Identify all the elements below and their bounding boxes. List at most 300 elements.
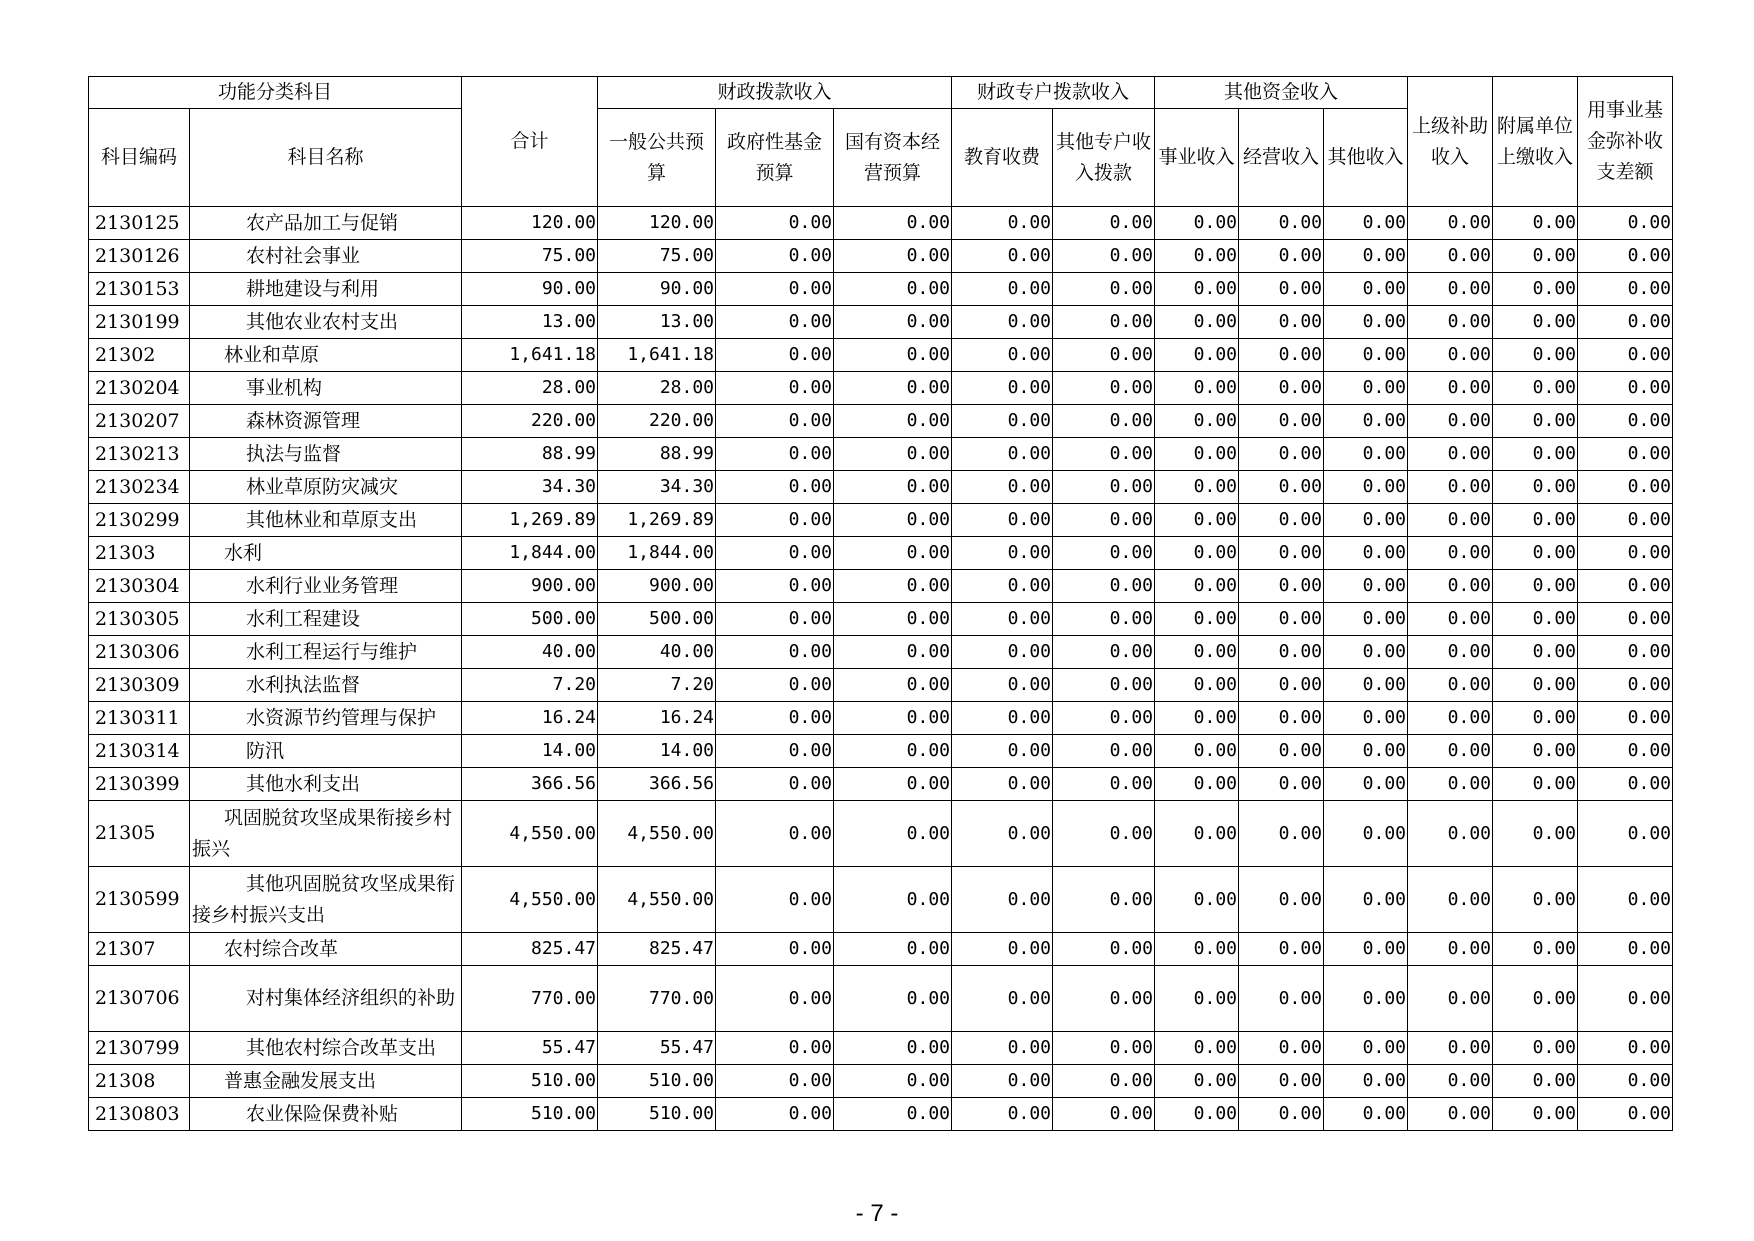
- business-cell: 0.00: [1155, 339, 1239, 372]
- operating-cell: 0.00: [1239, 405, 1324, 438]
- other-income-cell: 0.00: [1324, 1098, 1408, 1131]
- table-row: [89, 438, 1673, 471]
- other-special-cell: 0.00: [1053, 768, 1155, 801]
- table-row: [89, 504, 1673, 537]
- table-row: [89, 801, 1673, 867]
- table-row: [89, 273, 1673, 306]
- table-row: [89, 636, 1673, 669]
- total-cell: 220.00: [462, 405, 598, 438]
- fund-offset-cell: 0.00: [1578, 504, 1673, 537]
- other-income-cell: 0.00: [1324, 702, 1408, 735]
- business-cell: 0.00: [1155, 504, 1239, 537]
- header-name: 科目名称: [190, 109, 462, 207]
- general-budget-cell: 7.20: [598, 669, 716, 702]
- operating-cell: 0.00: [1239, 933, 1324, 966]
- operating-cell: 0.00: [1239, 966, 1324, 1032]
- other-special-cell: 0.00: [1053, 240, 1155, 273]
- govfund-cell: 0.00: [716, 240, 834, 273]
- table-row: [89, 339, 1673, 372]
- superior-cell: 0.00: [1408, 372, 1493, 405]
- affiliated-cell: 0.00: [1493, 504, 1578, 537]
- general-budget-cell: 1,641.18: [598, 339, 716, 372]
- other-income-cell: 0.00: [1324, 801, 1408, 867]
- edu-cell: 0.00: [952, 504, 1053, 537]
- affiliated-cell: 0.00: [1493, 636, 1578, 669]
- header-other-income: 其他收入: [1324, 109, 1408, 207]
- total-cell: 825.47: [462, 933, 598, 966]
- affiliated-cell: 0.00: [1493, 537, 1578, 570]
- affiliated-cell: 0.00: [1493, 867, 1578, 933]
- other-special-cell: 0.00: [1053, 405, 1155, 438]
- header-fiscal-allocation: 财政拨款收入: [598, 77, 952, 109]
- business-cell: 0.00: [1155, 801, 1239, 867]
- table-row: [89, 669, 1673, 702]
- total-cell: 55.47: [462, 1032, 598, 1065]
- edu-cell: 0.00: [952, 933, 1053, 966]
- operating-cell: 0.00: [1239, 702, 1324, 735]
- total-cell: 1,641.18: [462, 339, 598, 372]
- header-superior-subsidy: 上级补助收入: [1408, 77, 1493, 207]
- superior-cell: 0.00: [1408, 504, 1493, 537]
- fund-offset-cell: 0.00: [1578, 537, 1673, 570]
- other-special-cell: 0.00: [1053, 504, 1155, 537]
- subject-name-cell: 执法与监督: [190, 438, 462, 471]
- table-row: [89, 306, 1673, 339]
- superior-cell: 0.00: [1408, 636, 1493, 669]
- subject-code-cell: 2130125: [89, 207, 190, 240]
- general-budget-cell: 900.00: [598, 570, 716, 603]
- edu-cell: 0.00: [952, 1032, 1053, 1065]
- edu-cell: 0.00: [952, 1065, 1053, 1098]
- total-cell: 14.00: [462, 735, 598, 768]
- edu-cell: 0.00: [952, 1098, 1053, 1131]
- edu-cell: 0.00: [952, 339, 1053, 372]
- fund-offset-cell: 0.00: [1578, 1032, 1673, 1065]
- general-budget-cell: 90.00: [598, 273, 716, 306]
- header-code: 科目编码: [89, 109, 190, 207]
- table-row: [89, 768, 1673, 801]
- other-income-cell: 0.00: [1324, 438, 1408, 471]
- superior-cell: 0.00: [1408, 768, 1493, 801]
- fund-offset-cell: 0.00: [1578, 306, 1673, 339]
- fund-offset-cell: 0.00: [1578, 636, 1673, 669]
- subject-code-cell: 2130305: [89, 603, 190, 636]
- general-budget-cell: 16.24: [598, 702, 716, 735]
- total-cell: 770.00: [462, 966, 598, 1032]
- edu-cell: 0.00: [952, 438, 1053, 471]
- affiliated-cell: 0.00: [1493, 1032, 1578, 1065]
- table-row: [89, 1032, 1673, 1065]
- subject-code-cell: 2130207: [89, 405, 190, 438]
- business-cell: 0.00: [1155, 273, 1239, 306]
- total-cell: 7.20: [462, 669, 598, 702]
- general-budget-cell: 825.47: [598, 933, 716, 966]
- govfund-cell: 0.00: [716, 801, 834, 867]
- subject-name-cell: 林业草原防灾减灾: [190, 471, 462, 504]
- superior-cell: 0.00: [1408, 471, 1493, 504]
- subject-code-cell: 21308: [89, 1065, 190, 1098]
- subject-name-cell: 水利行业业务管理: [190, 570, 462, 603]
- affiliated-cell: 0.00: [1493, 702, 1578, 735]
- operating-cell: 0.00: [1239, 537, 1324, 570]
- superior-cell: 0.00: [1408, 537, 1493, 570]
- superior-cell: 0.00: [1408, 207, 1493, 240]
- subject-code-cell: 2130304: [89, 570, 190, 603]
- business-cell: 0.00: [1155, 438, 1239, 471]
- total-cell: 900.00: [462, 570, 598, 603]
- operating-cell: 0.00: [1239, 1065, 1324, 1098]
- edu-cell: 0.00: [952, 471, 1053, 504]
- subject-name-cell: 林业和草原: [190, 339, 462, 372]
- govfund-cell: 0.00: [716, 537, 834, 570]
- header-other-funds: 其他资金收入: [1155, 77, 1408, 109]
- edu-cell: 0.00: [952, 240, 1053, 273]
- business-cell: 0.00: [1155, 471, 1239, 504]
- superior-cell: 0.00: [1408, 273, 1493, 306]
- total-cell: 88.99: [462, 438, 598, 471]
- business-cell: 0.00: [1155, 372, 1239, 405]
- total-cell: 4,550.00: [462, 801, 598, 867]
- subject-code-cell: 2130706: [89, 966, 190, 1032]
- superior-cell: 0.00: [1408, 702, 1493, 735]
- govfund-cell: 0.00: [716, 405, 834, 438]
- affiliated-cell: 0.00: [1493, 306, 1578, 339]
- soe-cell: 0.00: [834, 273, 952, 306]
- govfund-cell: 0.00: [716, 636, 834, 669]
- other-special-cell: 0.00: [1053, 801, 1155, 867]
- other-income-cell: 0.00: [1324, 240, 1408, 273]
- total-cell: 13.00: [462, 306, 598, 339]
- govfund-cell: 0.00: [716, 603, 834, 636]
- operating-cell: 0.00: [1239, 603, 1324, 636]
- operating-cell: 0.00: [1239, 504, 1324, 537]
- operating-cell: 0.00: [1239, 372, 1324, 405]
- subject-name-cell: 防汛: [190, 735, 462, 768]
- table-row: [89, 207, 1673, 240]
- total-cell: 40.00: [462, 636, 598, 669]
- other-special-cell: 0.00: [1053, 669, 1155, 702]
- subject-code-cell: 2130213: [89, 438, 190, 471]
- affiliated-cell: 0.00: [1493, 240, 1578, 273]
- header-fund-offset: 用事业基金弥补收支差额: [1578, 77, 1673, 207]
- general-budget-cell: 13.00: [598, 306, 716, 339]
- other-special-cell: 0.00: [1053, 636, 1155, 669]
- business-cell: 0.00: [1155, 966, 1239, 1032]
- superior-cell: 0.00: [1408, 933, 1493, 966]
- subject-name-cell: 水利工程建设: [190, 603, 462, 636]
- general-budget-cell: 14.00: [598, 735, 716, 768]
- header-functional-category: 功能分类科目: [89, 77, 462, 109]
- fund-offset-cell: 0.00: [1578, 438, 1673, 471]
- soe-cell: 0.00: [834, 240, 952, 273]
- govfund-cell: 0.00: [716, 273, 834, 306]
- subject-code-cell: 2130399: [89, 768, 190, 801]
- total-cell: 34.30: [462, 471, 598, 504]
- operating-cell: 0.00: [1239, 1098, 1324, 1131]
- general-budget-cell: 55.47: [598, 1032, 716, 1065]
- other-income-cell: 0.00: [1324, 966, 1408, 1032]
- superior-cell: 0.00: [1408, 735, 1493, 768]
- table-row: [89, 867, 1673, 933]
- other-special-cell: 0.00: [1053, 537, 1155, 570]
- general-budget-cell: 88.99: [598, 438, 716, 471]
- soe-cell: 0.00: [834, 669, 952, 702]
- affiliated-cell: 0.00: [1493, 273, 1578, 306]
- superior-cell: 0.00: [1408, 405, 1493, 438]
- subject-name-cell: 农村社会事业: [190, 240, 462, 273]
- fund-offset-cell: 0.00: [1578, 207, 1673, 240]
- business-cell: 0.00: [1155, 735, 1239, 768]
- other-income-cell: 0.00: [1324, 570, 1408, 603]
- table-row: [89, 1065, 1673, 1098]
- other-special-cell: 0.00: [1053, 438, 1155, 471]
- other-income-cell: 0.00: [1324, 504, 1408, 537]
- fund-offset-cell: 0.00: [1578, 273, 1673, 306]
- edu-cell: 0.00: [952, 405, 1053, 438]
- subject-code-cell: 21302: [89, 339, 190, 372]
- subject-name-cell: 其他农业农村支出: [190, 306, 462, 339]
- subject-name-cell: 事业机构: [190, 372, 462, 405]
- subject-code-cell: 2130803: [89, 1098, 190, 1131]
- fund-offset-cell: 0.00: [1578, 471, 1673, 504]
- other-special-cell: 0.00: [1053, 207, 1155, 240]
- govfund-cell: 0.00: [716, 207, 834, 240]
- business-cell: 0.00: [1155, 636, 1239, 669]
- superior-cell: 0.00: [1408, 570, 1493, 603]
- other-special-cell: 0.00: [1053, 1032, 1155, 1065]
- operating-cell: 0.00: [1239, 669, 1324, 702]
- affiliated-cell: 0.00: [1493, 471, 1578, 504]
- page-number: - 7 -: [855, 1200, 899, 1227]
- other-income-cell: 0.00: [1324, 735, 1408, 768]
- subject-code-cell: 2130311: [89, 702, 190, 735]
- total-cell: 16.24: [462, 702, 598, 735]
- other-income-cell: 0.00: [1324, 669, 1408, 702]
- operating-cell: 0.00: [1239, 867, 1324, 933]
- fund-offset-cell: 0.00: [1578, 603, 1673, 636]
- other-income-cell: 0.00: [1324, 1032, 1408, 1065]
- table-row: [89, 471, 1673, 504]
- general-budget-cell: 510.00: [598, 1098, 716, 1131]
- subject-code-cell: 2130309: [89, 669, 190, 702]
- affiliated-cell: 0.00: [1493, 438, 1578, 471]
- business-cell: 0.00: [1155, 306, 1239, 339]
- other-income-cell: 0.00: [1324, 1065, 1408, 1098]
- affiliated-cell: 0.00: [1493, 768, 1578, 801]
- superior-cell: 0.00: [1408, 240, 1493, 273]
- affiliated-cell: 0.00: [1493, 207, 1578, 240]
- superior-cell: 0.00: [1408, 1032, 1493, 1065]
- other-special-cell: 0.00: [1053, 339, 1155, 372]
- general-budget-cell: 28.00: [598, 372, 716, 405]
- business-cell: 0.00: [1155, 933, 1239, 966]
- other-income-cell: 0.00: [1324, 537, 1408, 570]
- general-budget-cell: 40.00: [598, 636, 716, 669]
- superior-cell: 0.00: [1408, 306, 1493, 339]
- other-income-cell: 0.00: [1324, 306, 1408, 339]
- fund-offset-cell: 0.00: [1578, 801, 1673, 867]
- other-special-cell: 0.00: [1053, 570, 1155, 603]
- subject-code-cell: 2130126: [89, 240, 190, 273]
- other-income-cell: 0.00: [1324, 603, 1408, 636]
- soe-cell: 0.00: [834, 702, 952, 735]
- header-general-budget: 一般公共预算: [598, 109, 716, 207]
- table-row: [89, 702, 1673, 735]
- other-special-cell: 0.00: [1053, 603, 1155, 636]
- soe-cell: 0.00: [834, 1065, 952, 1098]
- table-row: [89, 1098, 1673, 1131]
- fund-offset-cell: 0.00: [1578, 1098, 1673, 1131]
- fund-offset-cell: 0.00: [1578, 735, 1673, 768]
- fund-offset-cell: 0.00: [1578, 570, 1673, 603]
- govfund-cell: 0.00: [716, 933, 834, 966]
- table-row: [89, 603, 1673, 636]
- fund-offset-cell: 0.00: [1578, 966, 1673, 1032]
- govfund-cell: 0.00: [716, 669, 834, 702]
- fund-offset-cell: 0.00: [1578, 372, 1673, 405]
- govfund-cell: 0.00: [716, 339, 834, 372]
- soe-cell: 0.00: [834, 537, 952, 570]
- general-budget-cell: 1,844.00: [598, 537, 716, 570]
- total-cell: 510.00: [462, 1065, 598, 1098]
- superior-cell: 0.00: [1408, 438, 1493, 471]
- subject-name-cell: 其他林业和草原支出: [190, 504, 462, 537]
- header-special-account: 财政专户拨款收入: [952, 77, 1155, 109]
- govfund-cell: 0.00: [716, 702, 834, 735]
- table-body: [89, 207, 1673, 1131]
- govfund-cell: 0.00: [716, 867, 834, 933]
- subject-name-cell: 其他巩固脱贫攻坚成果衔接乡村振兴支出: [190, 867, 462, 933]
- subject-code-cell: 2130306: [89, 636, 190, 669]
- soe-cell: 0.00: [834, 768, 952, 801]
- edu-cell: 0.00: [952, 570, 1053, 603]
- govfund-cell: 0.00: [716, 735, 834, 768]
- general-budget-cell: 500.00: [598, 603, 716, 636]
- soe-cell: 0.00: [834, 1098, 952, 1131]
- header-soe-budget: 国有资本经营预算: [834, 109, 952, 207]
- superior-cell: 0.00: [1408, 966, 1493, 1032]
- affiliated-cell: 0.00: [1493, 1065, 1578, 1098]
- general-budget-cell: 220.00: [598, 405, 716, 438]
- general-budget-cell: 75.00: [598, 240, 716, 273]
- edu-cell: 0.00: [952, 306, 1053, 339]
- govfund-cell: 0.00: [716, 438, 834, 471]
- header-operating-income: 经营收入: [1239, 109, 1324, 207]
- soe-cell: 0.00: [834, 471, 952, 504]
- edu-cell: 0.00: [952, 966, 1053, 1032]
- table-row: [89, 240, 1673, 273]
- business-cell: 0.00: [1155, 603, 1239, 636]
- operating-cell: 0.00: [1239, 273, 1324, 306]
- operating-cell: 0.00: [1239, 801, 1324, 867]
- total-cell: 500.00: [462, 603, 598, 636]
- superior-cell: 0.00: [1408, 1098, 1493, 1131]
- operating-cell: 0.00: [1239, 207, 1324, 240]
- general-budget-cell: 120.00: [598, 207, 716, 240]
- business-cell: 0.00: [1155, 207, 1239, 240]
- other-income-cell: 0.00: [1324, 867, 1408, 933]
- soe-cell: 0.00: [834, 372, 952, 405]
- other-income-cell: 0.00: [1324, 405, 1408, 438]
- fund-offset-cell: 0.00: [1578, 240, 1673, 273]
- soe-cell: 0.00: [834, 933, 952, 966]
- edu-cell: 0.00: [952, 702, 1053, 735]
- subject-code-cell: 21305: [89, 801, 190, 867]
- header-education-fees: 教育收费: [952, 109, 1053, 207]
- soe-cell: 0.00: [834, 504, 952, 537]
- table-row: [89, 735, 1673, 768]
- affiliated-cell: 0.00: [1493, 801, 1578, 867]
- subject-name-cell: 对村集体经济组织的补助: [190, 966, 462, 1032]
- other-special-cell: 0.00: [1053, 966, 1155, 1032]
- edu-cell: 0.00: [952, 735, 1053, 768]
- other-income-cell: 0.00: [1324, 636, 1408, 669]
- general-budget-cell: 4,550.00: [598, 867, 716, 933]
- other-special-cell: 0.00: [1053, 702, 1155, 735]
- superior-cell: 0.00: [1408, 867, 1493, 933]
- govfund-cell: 0.00: [716, 372, 834, 405]
- total-cell: 366.56: [462, 768, 598, 801]
- total-cell: 120.00: [462, 207, 598, 240]
- other-income-cell: 0.00: [1324, 273, 1408, 306]
- business-cell: 0.00: [1155, 240, 1239, 273]
- soe-cell: 0.00: [834, 867, 952, 933]
- edu-cell: 0.00: [952, 603, 1053, 636]
- superior-cell: 0.00: [1408, 801, 1493, 867]
- soe-cell: 0.00: [834, 966, 952, 1032]
- soe-cell: 0.00: [834, 405, 952, 438]
- subject-name-cell: 普惠金融发展支出: [190, 1065, 462, 1098]
- subject-code-cell: 2130799: [89, 1032, 190, 1065]
- affiliated-cell: 0.00: [1493, 603, 1578, 636]
- other-special-cell: 0.00: [1053, 867, 1155, 933]
- fund-offset-cell: 0.00: [1578, 669, 1673, 702]
- header-affiliated-remit: 附属单位上缴收入: [1493, 77, 1578, 207]
- superior-cell: 0.00: [1408, 603, 1493, 636]
- table-row: [89, 966, 1673, 1032]
- edu-cell: 0.00: [952, 207, 1053, 240]
- table-row: [89, 570, 1673, 603]
- edu-cell: 0.00: [952, 537, 1053, 570]
- total-cell: 28.00: [462, 372, 598, 405]
- govfund-cell: 0.00: [716, 471, 834, 504]
- fund-offset-cell: 0.00: [1578, 702, 1673, 735]
- other-special-cell: 0.00: [1053, 1098, 1155, 1131]
- edu-cell: 0.00: [952, 372, 1053, 405]
- total-cell: 1,844.00: [462, 537, 598, 570]
- operating-cell: 0.00: [1239, 735, 1324, 768]
- operating-cell: 0.00: [1239, 240, 1324, 273]
- business-cell: 0.00: [1155, 1065, 1239, 1098]
- budget-income-table: [88, 76, 1673, 1131]
- subject-name-cell: 水利: [190, 537, 462, 570]
- total-cell: 90.00: [462, 273, 598, 306]
- subject-code-cell: 2130299: [89, 504, 190, 537]
- edu-cell: 0.00: [952, 273, 1053, 306]
- edu-cell: 0.00: [952, 669, 1053, 702]
- soe-cell: 0.00: [834, 207, 952, 240]
- other-special-cell: 0.00: [1053, 933, 1155, 966]
- govfund-cell: 0.00: [716, 768, 834, 801]
- other-special-cell: 0.00: [1053, 471, 1155, 504]
- subject-name-cell: 耕地建设与利用: [190, 273, 462, 306]
- general-budget-cell: 366.56: [598, 768, 716, 801]
- operating-cell: 0.00: [1239, 438, 1324, 471]
- operating-cell: 0.00: [1239, 570, 1324, 603]
- operating-cell: 0.00: [1239, 768, 1324, 801]
- affiliated-cell: 0.00: [1493, 372, 1578, 405]
- govfund-cell: 0.00: [716, 570, 834, 603]
